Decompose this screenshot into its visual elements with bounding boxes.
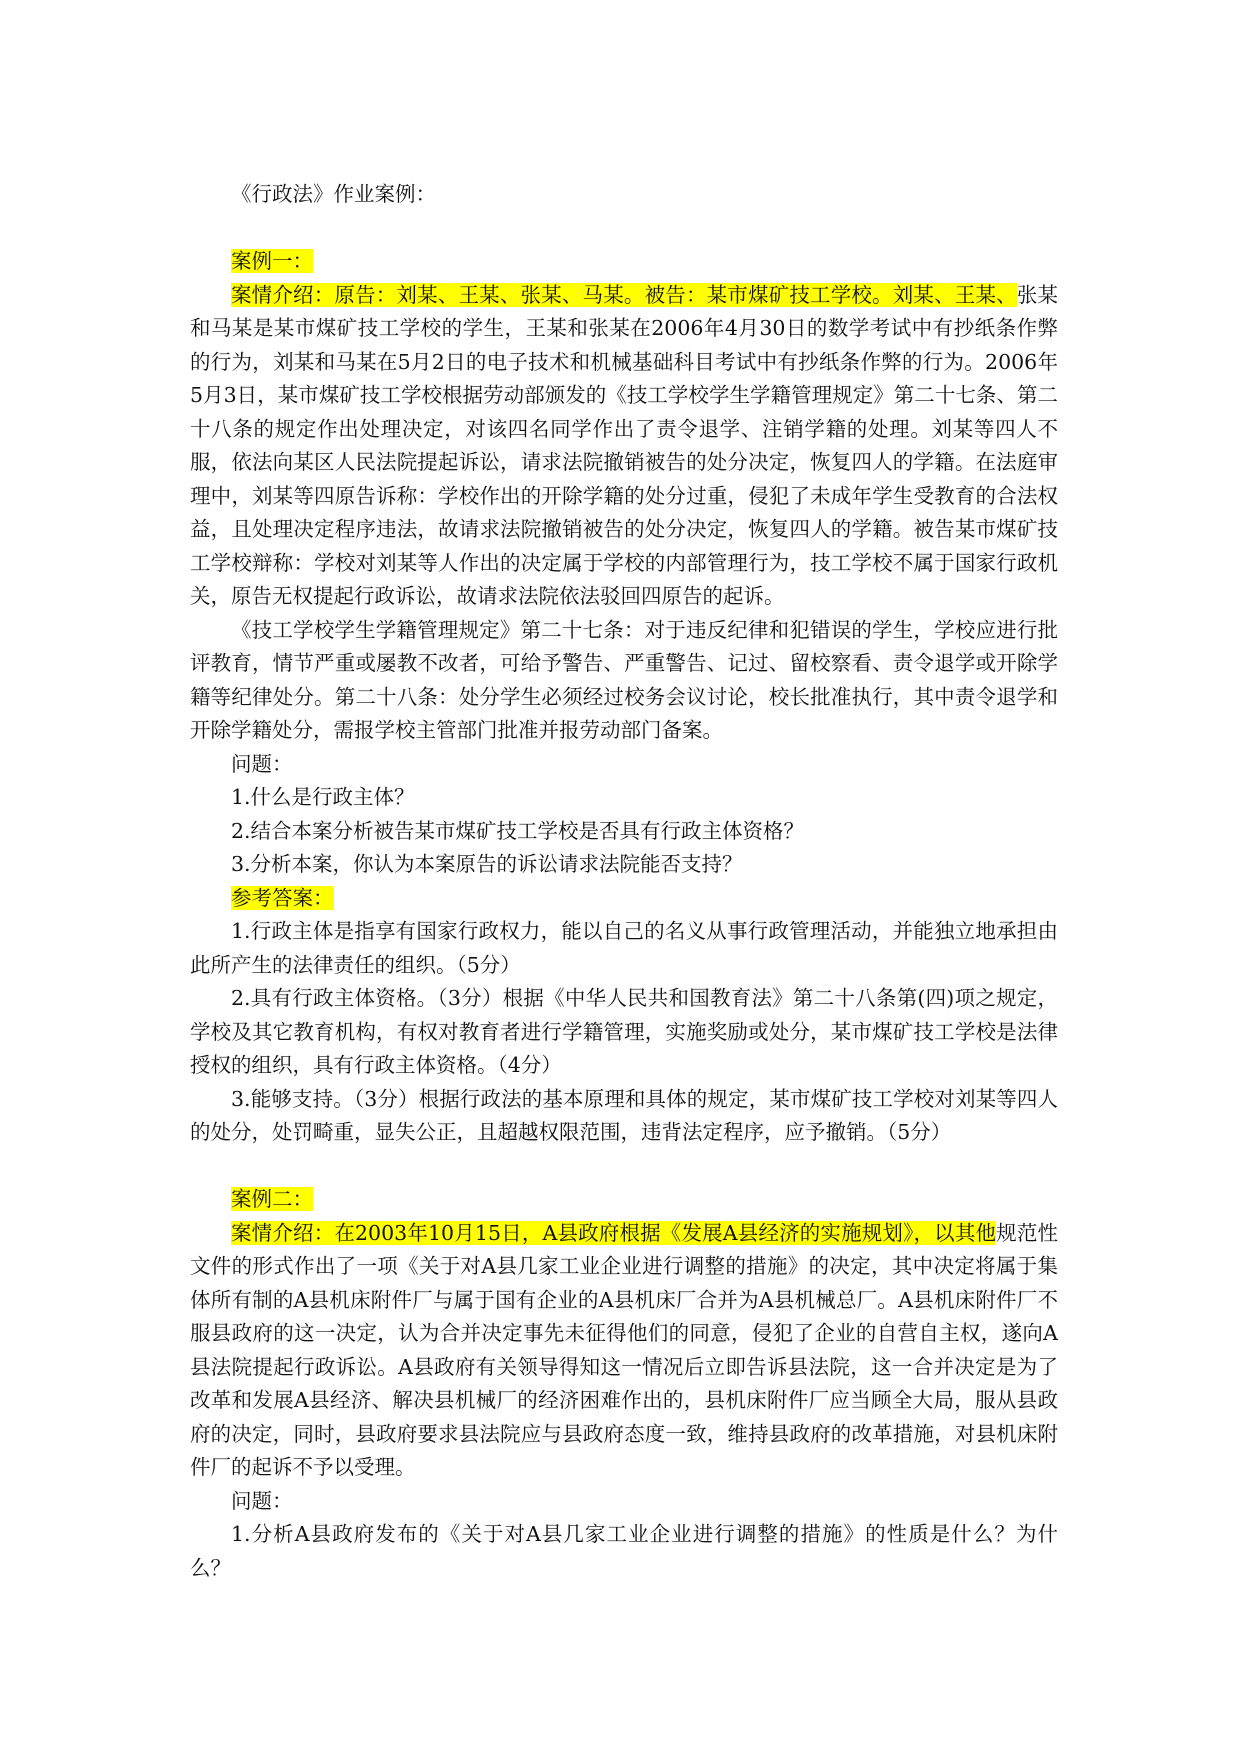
case1-question: 2.结合本案分析被告某市煤矿技工学校是否具有行政主体资格？	[231, 818, 805, 843]
case1-intro	[190, 279, 1058, 614]
case1-regulation: 《技工学校学生学籍管理规定》第二十七条：对于违反纪律和犯错误的学生，学校应进行批评教育，情节严重或屡教不改者，可给予警告、严重警告、记过、留校察看、责令退学或开除学籍等纪律处分。第二十八条：处分学生必须经过校务会议讨论，校长批准执行，其中责令退学和开除学籍处分，需报学校主管部门批准并报劳动部门备案。	[190, 617, 1058, 742]
case1-question: 3.分析本案，你认为本案原告的诉讼请求法院能否支持？	[231, 852, 743, 876]
case1-answer: 1.行政主体是指享有国家行政权力，能以自己的名义从事行政管理活动，并能独立地承担由此所产生的法律责任的组织。（5分）	[190, 919, 1058, 977]
case1-intro-rest: 张某和马某是某市煤矿技工学校的学生，王某和张某在2006年4月30日的数学考试中有抄纸条作弊的行为，刘某和马某在5月2日的电子技术和机械基础科目考试中有抄纸条作弊的行为。2006年5月3日，某市煤矿技工学校根据劳动部颁发的《技工学校学生学籍管理规定》第二十七条、第二十八条的规定作出处理决定，对该四名同学作出了责令退学、注销学籍的处理。刘某等四人不服，依法向某区人民法院提起诉讼，请求法院撤销被告的处分决定，恢复四人的学籍。在法庭审理中，刘某等四原告诉称：学校作出的开除学籍的处分过重，侵犯了未成年学生受教育的合法权益，且处理决定程序违法，故请求法院撤销被告的处分决定，恢复四人的学籍。被告某市煤矿技工学校辩称：学校对刘某等人作出的决定属于学校的内部管理行为，技工学校不属于国家行政机关，原告无权提起行政诉讼，故请求法院依法驳回四原告的起诉。	[190, 282, 1059, 608]
case2-question: 1.分析A县政府发布的《关于对A县几家工业企业进行调整的措施》的性质是什么？为什么？	[190, 1522, 1058, 1580]
case1-answer: 2.具有行政主体资格。（3分）根据《中华人民共和国教育法》第二十八条第(四)项之规定，学校及其它教育机构，有权对教育者进行学籍管理，实施奖励或处分，某市煤矿技工学校是法律授权的组织，具有行政主体资格。（4分）	[190, 986, 1058, 1077]
blank-line	[190, 212, 1058, 246]
document-title: 《行政法》作业案例：	[231, 182, 436, 206]
case2-heading-text: 案例二：	[231, 1187, 313, 1211]
case2-heading	[190, 1183, 1058, 1217]
case2-intro-highlight: 案情介绍：在2003年10月15日，A县政府根据《发展A县经济的实施规划》，以其他	[231, 1220, 997, 1245]
case1-question: 1.什么是行政主体？	[231, 785, 415, 809]
case2-intro-rest: 规范性文件的形式作出了一项《关于对A县几家工业企业进行调整的措施》的决定，其中决定将属于集体所有制的A县机床附件厂与属于国有企业的A县机床厂合并为A县机械总厂。A县机床附件厂不服县政府的这一决定，认为合并决定事先未征得他们的同意，侵犯了企业的自营自主权，遂向A县法院提起行政诉讼。A县政府有关领导得知这一情况后立即告诉县法院，这一合并决定是为了改革和发展A县经济、解决县机械厂的经济困难作出的，县机床附件厂应当顾全大局，服从县政府的决定，同时，县政府要求县法院应与县政府态度一致，维持县政府的改革措施，对县机床附件厂的起诉不予以受理。	[190, 1220, 1059, 1479]
case1-intro-highlight: 案情介绍：原告：刘某、王某、张某、马某。被告：某市煤矿技工学校。刘某、王某、	[231, 282, 1017, 307]
case2-questions-label: 问题：	[231, 1488, 293, 1513]
case1-heading-text: 案例一：	[231, 249, 313, 273]
case2-intro	[190, 1217, 1058, 1485]
case1-questions-label: 问题：	[231, 751, 293, 776]
case1-heading	[190, 245, 1058, 279]
case1-answers-label	[190, 882, 1058, 916]
document-page	[190, 178, 1058, 1585]
blank-line	[190, 1150, 1058, 1184]
case1-answer: 3.能够支持。（3分）根据行政法的基本原理和具体的规定，某市煤矿技工学校对刘某等四人的处分，处罚畸重，显失公正，且超越权限范围，违背法定程序，应予撤销。（5分）	[190, 1086, 1058, 1144]
case1-answers-label-text: 参考答案：	[231, 885, 334, 910]
